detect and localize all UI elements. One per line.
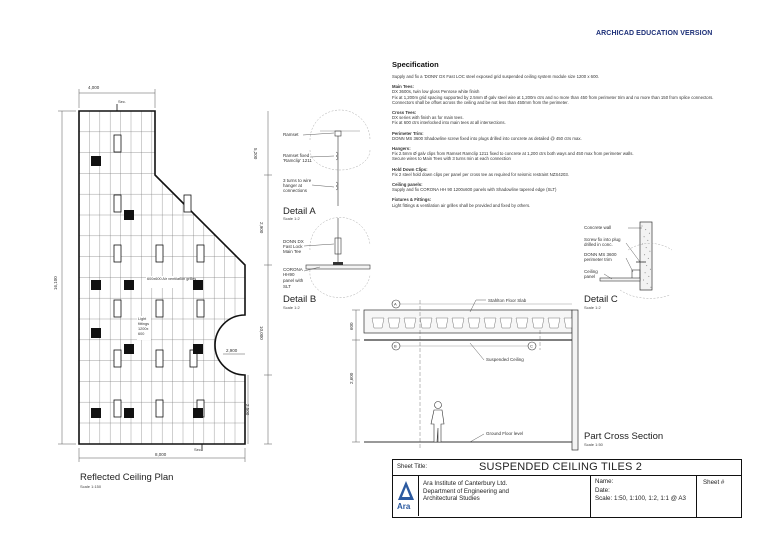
slab-void xyxy=(532,318,544,328)
concrete-dot xyxy=(649,233,650,234)
ventilation-grille xyxy=(91,156,101,166)
spec-section-line: Fix at 1,200m grid spacing supported by 2.5mm Ø galv steel wire at 1,200m ctrs and no more than 450 from perimeter trim and no more than 150 from splice connectors. xyxy=(392,94,714,100)
label-corona-3: panel with xyxy=(283,278,304,283)
detail-c xyxy=(584,222,672,310)
ventilation-grille xyxy=(91,280,101,290)
light-fitting xyxy=(197,300,204,317)
concrete-dot xyxy=(650,287,651,288)
label-light-4: 600 xyxy=(138,332,145,336)
spec-section-heading: Fixtures & Fittings: xyxy=(392,197,432,203)
label-light-2: fittings xyxy=(138,322,149,326)
concrete-dot xyxy=(642,226,643,227)
label-corona-4: SLT xyxy=(283,284,291,289)
spec-section-line: Connectors shall be offset across the ceiling and be not less than 450mm from the perimeter. xyxy=(392,99,569,105)
label-fixed-2: 'Ramclip' 1211 xyxy=(283,158,312,163)
name-field: Name: xyxy=(595,478,614,485)
org-line-2: Department of Engineering and xyxy=(423,487,509,495)
dim-section-height: 2,600 xyxy=(349,372,354,384)
section-tag-top: Sec. xyxy=(118,99,127,104)
label-fixed-1: Ramset fixed xyxy=(283,153,310,158)
label-donn-1: DONN DX xyxy=(283,239,304,244)
detail-b xyxy=(283,217,370,310)
label-corona-2: HH90 xyxy=(283,272,295,277)
spec-title: Specification xyxy=(392,60,439,69)
spec-section-heading: Hangers: xyxy=(392,146,411,152)
spec-section-line: Light fittings & ventilation air grilles shall be provided and fixed by others. xyxy=(392,202,531,208)
grid-b: B xyxy=(394,343,397,349)
spec-section-heading: Cross Tees: xyxy=(392,110,417,116)
scale-field xyxy=(591,495,696,504)
ventilation-grille xyxy=(124,280,134,290)
slab-void xyxy=(388,318,400,328)
spec-section-line: DX 3600s, twin low gloss Penrose white finish xyxy=(392,89,480,95)
edition-label: ARCHICAD EDUCATION VERSION xyxy=(596,30,713,37)
slab-void xyxy=(420,318,432,328)
light-fitting xyxy=(184,195,191,212)
label-ramset: Ramset xyxy=(283,132,299,137)
dim-right-1: 5,200 xyxy=(253,148,258,160)
grid-a: A xyxy=(394,301,397,307)
slab-void xyxy=(436,318,448,328)
section-title: Part Cross Section xyxy=(584,431,664,442)
date-field: Date: xyxy=(595,486,610,494)
spec-section-heading: Ceiling panels: xyxy=(392,182,423,188)
scale-label: Scale: xyxy=(595,495,613,502)
title-block-header xyxy=(393,460,741,476)
spec-section-line: DONN MS 3600 Shadowline screw fixed into plugs drilled into concrete as detailed @ 450 ctrs max. xyxy=(392,135,582,141)
spec-section-heading: Main Tees: xyxy=(392,84,414,90)
organisation xyxy=(423,480,509,503)
part-cross-section xyxy=(349,298,663,450)
label-ms-2: perimeter trim xyxy=(584,257,612,262)
label-donn-2: Fast Lock xyxy=(283,244,303,249)
logo-text: Ara xyxy=(397,502,411,511)
detail-c-title: Detail C xyxy=(584,294,618,305)
light-fitting xyxy=(114,135,121,152)
label-vent: 600x600 Air ventilation grilles xyxy=(147,277,197,281)
label-wall: Concrete wall xyxy=(584,225,612,230)
concrete-dot xyxy=(644,254,645,255)
light-fitting xyxy=(156,300,163,317)
section-tag-bottom: Sec. xyxy=(194,447,203,452)
light-fitting xyxy=(114,350,121,367)
spec-intro: Supply and fix a 'DONN' DX Fast LOC steel exposed grid suspended ceiling system module size 1200 x 600. xyxy=(392,74,600,79)
label-ground: Ground Floor level xyxy=(486,431,524,436)
dim-right-2: 2,900 xyxy=(259,222,264,234)
concrete-dot xyxy=(647,283,648,284)
label-slab: Stahlton Floor Slab xyxy=(488,298,527,303)
dim-left: 16,100 xyxy=(53,276,58,290)
spec-section-heading: Hold Down Clips: xyxy=(392,166,428,172)
label-corona-1: CORONA xyxy=(283,267,303,272)
ventilation-grille xyxy=(193,344,203,354)
concrete-dot xyxy=(646,265,647,266)
label-light-1: Light xyxy=(138,317,147,321)
grid-c: C xyxy=(530,343,533,349)
dim-arc: 2,900 xyxy=(226,348,238,353)
concrete-dot xyxy=(647,240,648,241)
label-turns-2: hanger at xyxy=(283,183,303,188)
title-block xyxy=(392,459,742,518)
sheet-number-label: Sheet # xyxy=(703,479,725,486)
concrete-dot xyxy=(650,269,651,270)
scale-value: 1:50, 1:100, 1:2, 1:1 @ A3 xyxy=(613,495,686,502)
dim-right-3: 10,000 xyxy=(259,326,264,340)
concrete-dot xyxy=(648,276,649,277)
ara-logo xyxy=(394,476,419,516)
detail-b-scale: Scale 1:2 xyxy=(283,305,300,310)
dim-section-top: 600 xyxy=(349,322,354,330)
concrete-dot xyxy=(643,280,644,281)
concrete-dot xyxy=(645,229,646,230)
ventilation-grille xyxy=(124,408,134,418)
label-turns-1: 3 turns to wire xyxy=(283,178,312,183)
plan-scale: Scale 1:150 xyxy=(80,484,102,489)
spec-section-line: Fix at 600 ctrs interlocked into main tees at all intersections. xyxy=(392,120,506,126)
concrete-dot xyxy=(644,236,645,237)
spec-section-line: Supply and fix CORONA HH 90 1200x600 panels with Shadowline tapered edge (SLT) xyxy=(392,187,557,193)
ventilation-grille xyxy=(91,408,101,418)
slab-void xyxy=(548,318,560,328)
section-scale: Scale 1:50 xyxy=(584,442,603,447)
spec-section-line: DX series with finish as for main tees. xyxy=(392,115,464,121)
slab-void xyxy=(372,318,384,328)
ventilation-grille xyxy=(124,344,134,354)
ventilation-grille xyxy=(193,280,203,290)
reflected-ceiling-plan xyxy=(53,85,272,462)
ara-logo-icon xyxy=(394,476,418,516)
slab-void xyxy=(468,318,480,328)
label-screw-1: Screw fix into plug xyxy=(584,237,621,242)
detail-a-scale: Scale 1:2 xyxy=(283,216,300,221)
spec-section-heading: Perimeter Trim: xyxy=(392,130,424,136)
detail-a xyxy=(283,110,370,221)
label-ms-1: DONN MS 3600 xyxy=(584,252,617,257)
label-donn-3: Main Tee xyxy=(283,249,302,254)
sheet-title-label: Sheet Title: xyxy=(397,464,428,470)
light-fitting xyxy=(197,245,204,262)
label-panel-2: panel xyxy=(584,274,596,279)
slab-void xyxy=(500,318,512,328)
slab-void xyxy=(404,318,416,328)
concrete-dot xyxy=(646,247,647,248)
label-screw-2: drilled in conc. xyxy=(584,242,613,247)
slab-void xyxy=(516,318,528,328)
light-fitting xyxy=(156,245,163,262)
title-block-fields xyxy=(590,475,697,517)
human-figure xyxy=(431,402,444,443)
ventilation-grille xyxy=(193,408,203,418)
detail-a-title: Detail A xyxy=(283,206,316,217)
dim-bottom: 8,000 xyxy=(155,452,167,457)
dim-top: 4,000 xyxy=(88,85,100,90)
plan-title: Reflected Ceiling Plan xyxy=(80,472,174,483)
light-fitting xyxy=(114,300,121,317)
spec-section-line: Fix 2 steel hold down clips per panel per cross tee as required for seismic restraint NZS4203. xyxy=(392,171,569,177)
slab-void xyxy=(484,318,496,328)
concrete-dot xyxy=(648,258,649,259)
label-turns-3: connections xyxy=(283,188,308,193)
detail-c-scale: Scale 1:2 xyxy=(584,305,601,310)
spec-section-line: Fix 2.5mm Ø galv clips from Ramset Ramclip 1211 fixed to concrete at 1,200 ctrs both ways and 450 max from perimeter walls. xyxy=(392,151,634,157)
light-fitting xyxy=(114,400,121,417)
label-suspended-ceiling: Suspended Ceiling xyxy=(486,357,524,362)
light-fitting xyxy=(156,400,163,417)
light-fitting xyxy=(114,195,121,212)
light-fitting xyxy=(114,245,121,262)
label-light-3: 1200x xyxy=(138,327,149,331)
ventilation-grille xyxy=(91,328,101,338)
label-panel-1: Ceiling xyxy=(584,269,598,274)
spec-section-line: Secure wires to Main Tees with 3 turns min at each connection xyxy=(392,156,511,162)
dim-right-4: 2,500 xyxy=(245,404,250,416)
slab-void xyxy=(452,318,464,328)
org-line-3: Architectural Studies xyxy=(423,495,480,503)
detail-b-title: Detail B xyxy=(283,294,317,305)
sheet-title: SUSPENDED CEILING TILES 2 xyxy=(479,461,643,473)
org-line-1: Ara Institute of Canterbury Ltd. xyxy=(423,480,508,487)
concrete-dot xyxy=(649,251,650,252)
concrete-dot xyxy=(645,272,646,273)
light-fitting xyxy=(156,350,163,367)
ventilation-grille xyxy=(124,210,134,220)
